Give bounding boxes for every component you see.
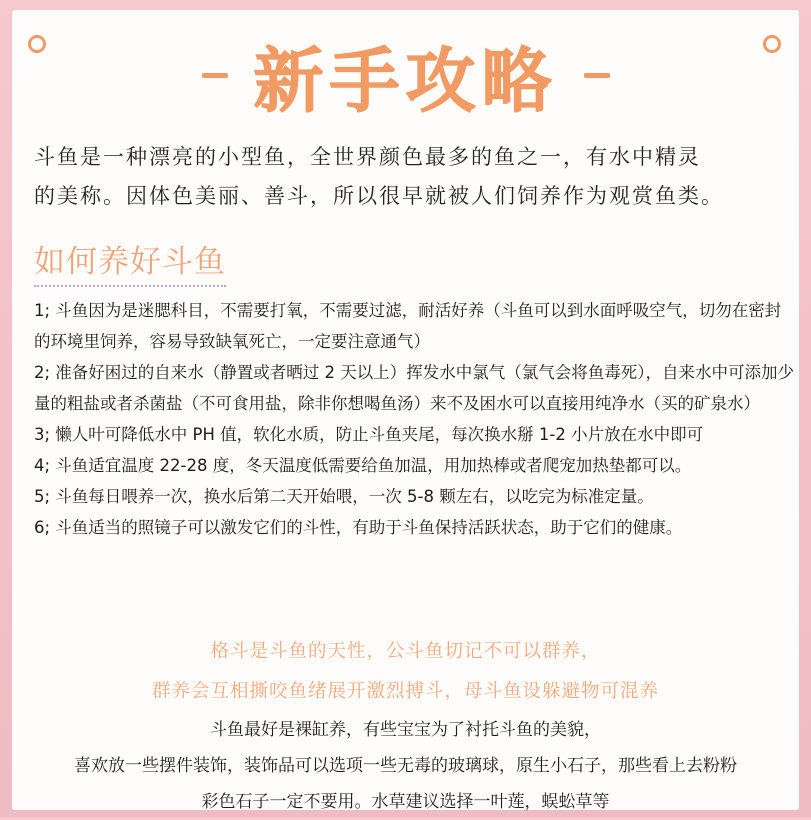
- section-heading: 如何养好斗鱼: [34, 236, 226, 287]
- highlight-line: 格斗是斗鱼的天性，公斗鱼切记不可以群养，: [210, 641, 601, 662]
- title-dash-left: [202, 73, 228, 78]
- closing-line: 喜欢放一些摆件装饰，装饰品可以选项一些无毒的玻璃球，原生小石子，那些看上去粉粉: [74, 756, 737, 776]
- care-tips-list: [34, 295, 796, 543]
- list-item: 5; 斗鱼每日喂养一次，换水后第二天开始喂，一次 5-8 颗左右，以吃完为标准定量。: [34, 487, 654, 506]
- warning-highlight: [12, 632, 799, 712]
- title-row: [12, 30, 799, 120]
- intro-line: 的美称。因体色美丽、善斗，所以很早就被人们饲养作为观赏鱼类。: [34, 184, 724, 208]
- closing-line: 彩色石子一定不要用。水草建议选择一叶莲，蜈蚣草等: [201, 792, 610, 812]
- list-item: 4; 斗鱼适宜温度 22-28 度，冬天温度低需要给鱼加温，用加热棒或者爬宠加热垫都可以。: [34, 456, 692, 475]
- guide-card: [12, 10, 799, 810]
- list-item: 6; 斗鱼适当的照镜子可以激发它们的斗性，有助于斗鱼保持活跃状态，助于它们的健康。: [34, 518, 683, 537]
- title-dash-right: [584, 73, 610, 78]
- highlight-line: 群养会互相撕咬鱼绪展开激烈搏斗，母斗鱼设躲避物可混养: [151, 681, 659, 702]
- closing-line: 斗鱼最好是裸缸养，有些宝宝为了衬托斗鱼的美貌，: [210, 720, 601, 740]
- intro-paragraph: [34, 138, 794, 216]
- intro-line: 斗鱼是一种漂亮的小型鱼，全世界颜色最多的鱼之一，有水中精灵: [34, 145, 701, 169]
- list-item: 2; 准备好困过的自来水（静置或者晒过 2 天以上）挥发水中氯气（氯气会将鱼毒死），自来水中可添加少量的粗盐或者杀菌盐（不可食用盐，除非你想喝鱼汤）来不及困水可以直接用纯净水（买的矿泉水）: [34, 363, 795, 413]
- closing-paragraph: [12, 712, 799, 820]
- page-title: 新手攻略: [253, 39, 558, 122]
- list-item: 3; 懒人叶可降低水中 PH 值，软化水质，防止斗鱼夹尾，每次换水掰 1-2 小片放在水中即可: [34, 425, 704, 444]
- list-item: 1; 斗鱼因为是迷腮科目，不需要打氧，不需要过滤，耐活好养（斗鱼可以到水面呼吸空气，切勿在密封的环境里饲养，容易导致缺氧死亡，一定要注意通气）: [34, 301, 782, 351]
